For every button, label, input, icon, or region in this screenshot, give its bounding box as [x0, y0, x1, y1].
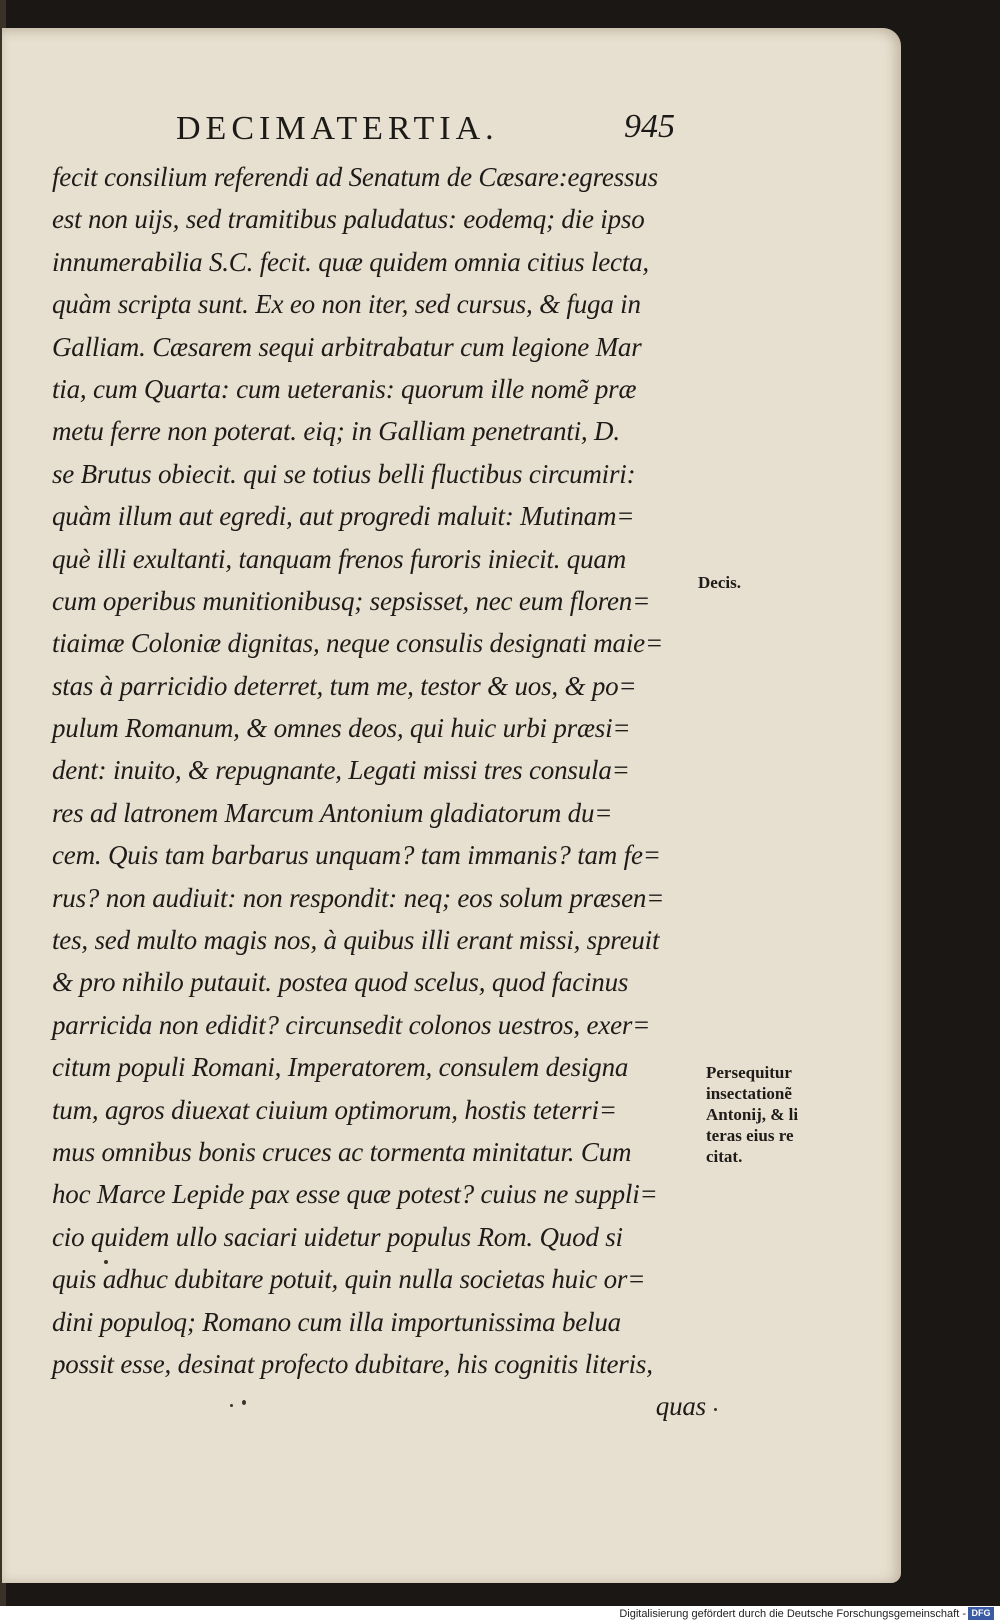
- ink-speck: [714, 1408, 717, 1411]
- text-line: & pro nihilo putauit. postea quod scelus, quod facinus: [52, 967, 629, 998]
- catchword: quas: [655, 1391, 706, 1422]
- body-text: [52, 156, 712, 1428]
- text-line: res ad latronem Marcum Antonium gladiatorum du=: [52, 797, 613, 828]
- text-line: pulum Romanum, & omnes deos, qui huic urbi præsi=: [52, 713, 631, 744]
- text-line: dini populoq; Romano cum illa importunissima belua: [52, 1306, 621, 1337]
- text-line: cio quidem ullo saciari uidetur populus Rom. Quod si: [52, 1221, 623, 1252]
- text-line: què illi exultanti, tanquam frenos furoris iniecit. quam: [52, 543, 627, 574]
- dfg-logo-icon: DFG: [968, 1607, 994, 1620]
- text-line: tes, sed multo magis nos, à quibus illi erant missi, spreuit: [52, 925, 660, 956]
- text-line: stas à parricidio deterret, tum me, testor & uos, & po=: [52, 670, 637, 701]
- text-line: cem. Quis tam barbarus unquam? tam immanis? tam fe=: [52, 840, 661, 871]
- text-line: metu ferre non poterat. eiq; in Galliam penetranti, D.: [52, 416, 620, 447]
- ink-speck: [242, 1400, 246, 1405]
- footer-credit: Digitalisierung gefördert durch die Deutsche Forschungsgemeinschaft -: [619, 1608, 966, 1620]
- marginal-note-line: citat.: [706, 1147, 743, 1166]
- text-line: parricida non edidit? circunsedit colonos uestros, exer=: [52, 1009, 651, 1040]
- text-line: mus omnibus bonis cruces ac tormenta minitatur. Cum: [52, 1136, 632, 1167]
- text-line: quàm scripta sunt. Ex eo non iter, sed cursus, & fuga in: [52, 289, 641, 320]
- text-line: dent: inuito, & repugnante, Legati missi tres consula=: [52, 755, 630, 786]
- text-line: hoc Marce Lepide pax esse quæ potest? cuius ne suppli=: [52, 1179, 658, 1210]
- marginal-note-line: teras eius re: [706, 1126, 794, 1145]
- text-line: citum populi Romani, Imperatorem, consulem designa: [52, 1052, 629, 1083]
- text-line: fecit consilium referendi ad Senatum de Cæsare:egressus: [52, 162, 658, 192]
- ink-speck: [230, 1404, 233, 1407]
- marginal-note-line: insectationẽ: [706, 1084, 792, 1103]
- marginal-note-decis: [698, 572, 741, 593]
- text-line: innumerabilia S.C. fecit. quæ quidem omnia citius lecta,: [52, 246, 649, 277]
- text-line: cum operibus munitionibusq; sepsisset, nec eum floren=: [52, 585, 651, 616]
- text-line: tiaimæ Coloniæ dignitas, neque consulis designati maie=: [52, 628, 663, 659]
- text-line: Galliam. Cæsarem sequi arbitrabatur cum legione Mar: [52, 331, 642, 362]
- book-page: [2, 28, 901, 1583]
- text-line: est non uijs, sed tramitibus paludatus: eodemq; die ipso: [52, 204, 645, 235]
- page-number: 945: [624, 108, 675, 145]
- text-line: possit esse, desinat profecto dubitare, his cognitis literis,: [52, 1348, 653, 1379]
- ink-speck: [104, 1260, 108, 1264]
- text-line: rus? non audiuit: non respondit: neq; eos solum præsen=: [52, 882, 665, 913]
- text-line: tum, agros diuexat ciuium optimorum, hostis teterri=: [52, 1094, 617, 1125]
- text-line: tia, cum Quarta: cum ueteranis: quorum ille nomẽ præ: [52, 373, 637, 404]
- marginal-note-line: Antonij, & li: [706, 1105, 799, 1124]
- text-line: quàm illum aut egredi, aut progredi maluit: Mutinam=: [52, 501, 635, 532]
- marginal-note-line: Decis.: [698, 573, 741, 592]
- marginal-note-line: Persequitur: [706, 1063, 792, 1082]
- text-line: se Brutus obiecit. qui se totius belli fluctibus circumiri:: [52, 458, 636, 489]
- text-line: quis adhuc dubitare potuit, quin nulla societas huic or=: [52, 1264, 646, 1295]
- marginal-note-persequitur: [706, 1062, 798, 1167]
- running-head: DECIMATERTIA.: [176, 110, 499, 147]
